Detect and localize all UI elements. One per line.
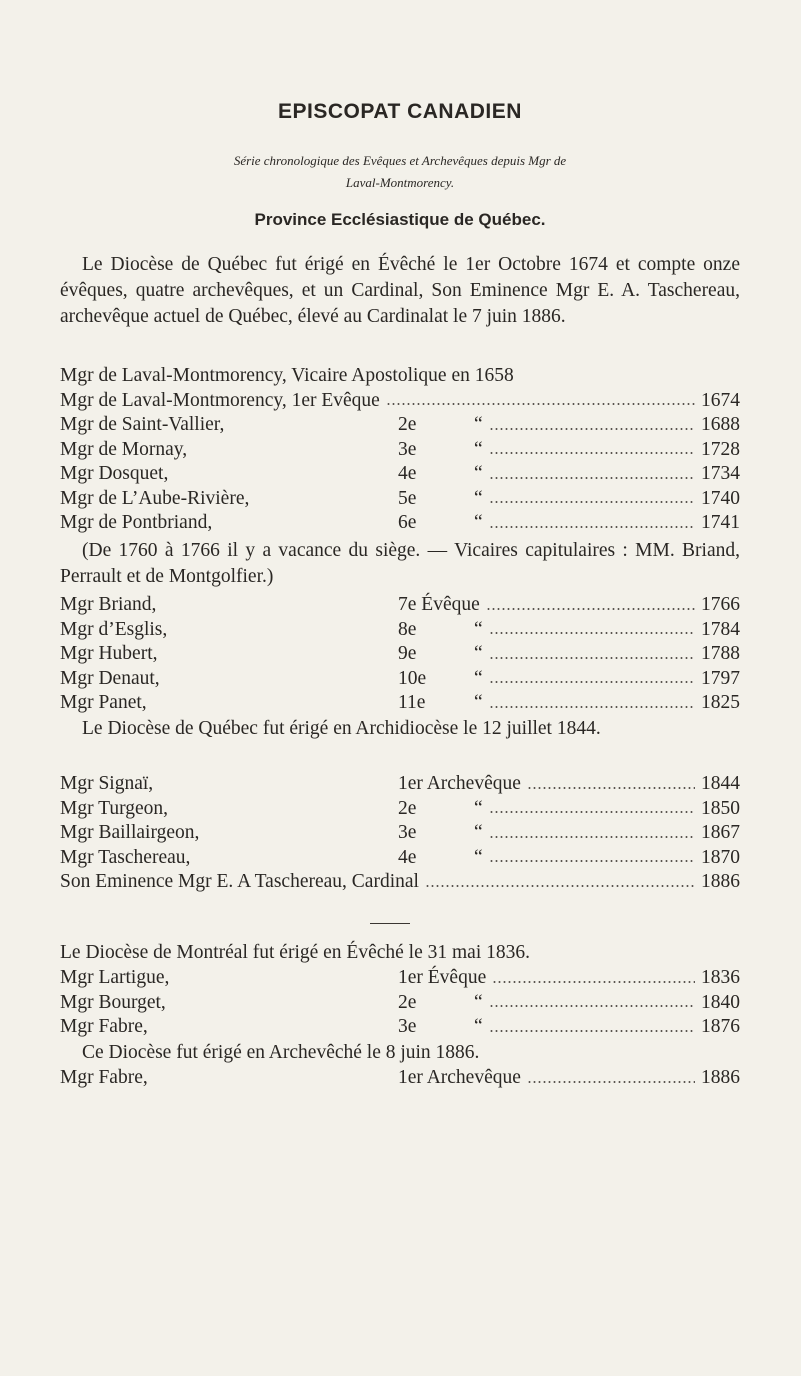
list-item (60, 667, 740, 692)
bishop-rank: 2e (398, 414, 417, 435)
vicar-apostolic-line: Mgr de Laval-Montmorency, Vicaire Apostolique en 1658 (60, 365, 514, 386)
bishop-year: 1886 (701, 1067, 740, 1088)
bishop-year: 1876 (701, 1016, 740, 1037)
bishop-name: Mgr de Laval-Montmorency, 1er Evêque (60, 389, 380, 411)
leader-dots (486, 607, 695, 611)
bishop-name: Mgr Signaï, (60, 773, 154, 794)
bishop-name: Mgr Turgeon, (60, 797, 169, 819)
bishop-year: 1728 (701, 438, 740, 460)
list-item (60, 966, 740, 991)
montreal-arch-note: Ce Diocèse fut érigé en Archevêché le 8 juin 1886. (82, 1042, 480, 1063)
ditto-mark: “ (474, 667, 483, 689)
bishop-rank: 11e (398, 692, 426, 713)
leader-dots (489, 1029, 695, 1033)
ditto-mark: “ (474, 991, 483, 1013)
bishop-name: Mgr Briand, (60, 594, 157, 615)
bishop-rank: 2e (398, 797, 417, 819)
list-item (60, 618, 740, 643)
bishop-name: Mgr de Pontbriand, (60, 512, 213, 533)
leader-dots (489, 859, 695, 863)
bishop-rank: 6e (398, 512, 417, 533)
bishop-name: Mgr de L’Aube-Rivière, (60, 487, 250, 509)
bishop-year: 1741 (701, 512, 740, 533)
bishop-rank: 3e (398, 822, 417, 843)
list-item (60, 389, 740, 414)
bishop-name: Mgr Fabre, (60, 1067, 148, 1088)
quebec-archbishops-list (60, 772, 740, 870)
bishop-rank: 4e (398, 846, 417, 868)
list-item (60, 487, 740, 512)
bishop-rank: 2e (398, 991, 417, 1013)
bishop-rank: 7e Évêque (398, 594, 480, 615)
leader-dots (489, 680, 695, 684)
montreal-note: Le Diocèse de Montréal fut érigé en Évêché le 31 mai 1836. (60, 942, 530, 963)
list-item (60, 1015, 740, 1040)
bishop-year: 1850 (701, 797, 740, 819)
bishop-year: 1797 (701, 667, 740, 689)
bishop-year: 1740 (701, 487, 740, 509)
list-item (60, 991, 740, 1016)
list-item (60, 772, 740, 797)
bishop-rank: 8e (398, 618, 417, 640)
cardinal-line (60, 870, 740, 895)
list-item (60, 438, 740, 463)
section-divider (370, 923, 410, 924)
bishop-rank: 4e (398, 463, 417, 484)
cardinal-name: Son Eminence Mgr E. A Taschereau, Cardinal (60, 871, 419, 892)
bishop-year: 1674 (701, 389, 740, 411)
bishop-rank: 1er Archevêque (398, 1067, 521, 1088)
bishop-rank: 1er Archevêque (398, 773, 521, 794)
bishop-year: 1840 (701, 991, 740, 1013)
ditto-mark: “ (474, 643, 483, 664)
list-item (60, 691, 740, 716)
ditto-mark: “ (474, 512, 483, 533)
bishop-name: Mgr Denaut, (60, 667, 160, 689)
list-item (60, 413, 740, 438)
leader-dots (489, 835, 695, 839)
bishop-name: Mgr Dosquet, (60, 463, 169, 484)
bishop-name: Mgr Hubert, (60, 643, 158, 664)
subtitle (60, 150, 740, 194)
bishop-name: Mgr Baillairgeon, (60, 822, 200, 843)
bishop-year: 1688 (701, 414, 740, 435)
bishop-name: Mgr Lartigue, (60, 967, 170, 988)
quebec-first-line (60, 364, 740, 389)
ditto-mark: “ (474, 438, 483, 460)
ditto-mark: “ (474, 692, 483, 713)
quebec-bishops-list-2 (60, 593, 740, 716)
ditto-mark: “ (474, 487, 483, 509)
leader-dots (489, 427, 695, 431)
list-item (60, 821, 740, 846)
bishop-rank: 5e (398, 487, 417, 509)
province-heading: Province Ecclésiastique de Québec. (254, 210, 546, 229)
ditto-mark: “ (474, 414, 483, 435)
bishop-year: 1825 (701, 692, 740, 713)
leader-dots (492, 980, 695, 984)
bishop-name: Mgr Fabre, (60, 1016, 148, 1037)
leader-dots (489, 476, 695, 480)
ditto-mark: “ (474, 797, 483, 819)
montreal-archbishops-list (60, 1066, 740, 1091)
list-item (60, 1066, 740, 1091)
bishop-year: 1784 (701, 618, 740, 640)
bishop-year: 1870 (701, 846, 740, 868)
cardinal-year: 1886 (701, 871, 740, 892)
leader-dots (489, 451, 695, 455)
subtitle-line-2: Laval-Montmorency. (345, 175, 455, 190)
bishop-rank: 9e (398, 643, 417, 664)
bishop-year: 1867 (701, 822, 740, 843)
subtitle-line-1: Série chronologique des Evêques et Archevêques depuis Mgr de (233, 153, 567, 168)
list-item (60, 462, 740, 487)
leader-dots (489, 500, 695, 504)
page-title: EPISCOPAT CANADIEN (278, 100, 522, 123)
list-item (60, 797, 740, 822)
bishop-name: Mgr de Mornay, (60, 438, 188, 460)
quebec-bishops-list (60, 389, 740, 536)
leader-dots (527, 1080, 695, 1084)
list-item (60, 511, 740, 536)
bishop-name: Mgr de Saint-Vallier, (60, 414, 225, 435)
bishop-name: Mgr d’Esglis, (60, 618, 168, 640)
bishop-name: Mgr Panet, (60, 692, 147, 713)
vacancy-paragraph: (De 1760 à 1766 il y a vacance du siège. — Vicaires capitulaires : MM. Briand, Perrault et de Montgolfier.) (60, 540, 740, 587)
bishop-rank: 10e (398, 667, 427, 689)
bishop-rank: 1er Évêque (398, 967, 487, 988)
list-item (60, 642, 740, 667)
ditto-mark: “ (474, 822, 483, 843)
leader-dots (489, 705, 695, 709)
montreal-bishops-list (60, 966, 740, 1040)
intro-paragraph: Le Diocèse de Québec fut érigé en Évêché le 1er Octobre 1674 et compte onze évêques, quatre archevêques, et un Cardinal, Son Eminence Mgr E. A. Taschereau, archevêque actuel de Québec, élevé au Cardinalat le 7 juin 1886. (60, 254, 740, 327)
bishop-year: 1788 (701, 643, 740, 664)
list-item (60, 846, 740, 871)
leader-dots (489, 631, 695, 635)
ditto-mark: “ (474, 463, 483, 484)
archdiocese-note: Le Diocèse de Québec fut érigé en Archidiocèse le 12 juillet 1844. (82, 718, 601, 739)
bishop-year: 1734 (701, 463, 740, 484)
ditto-mark: “ (474, 618, 483, 640)
leader-dots (386, 402, 695, 406)
ditto-mark: “ (474, 846, 483, 868)
bishop-name: Mgr Taschereau, (60, 846, 191, 868)
bishop-rank: 3e (398, 438, 417, 460)
bishop-year: 1766 (701, 594, 740, 615)
leader-dots (425, 884, 695, 888)
bishop-year: 1836 (701, 967, 740, 988)
bishop-rank: 3e (398, 1016, 417, 1037)
leader-dots (489, 525, 695, 529)
leader-dots (489, 1004, 695, 1008)
leader-dots (527, 786, 695, 790)
leader-dots (489, 656, 695, 660)
ditto-mark: “ (474, 1016, 483, 1037)
bishop-year: 1844 (701, 773, 740, 794)
bishop-name: Mgr Bourget, (60, 991, 166, 1013)
leader-dots (489, 810, 695, 814)
list-item (60, 593, 740, 618)
